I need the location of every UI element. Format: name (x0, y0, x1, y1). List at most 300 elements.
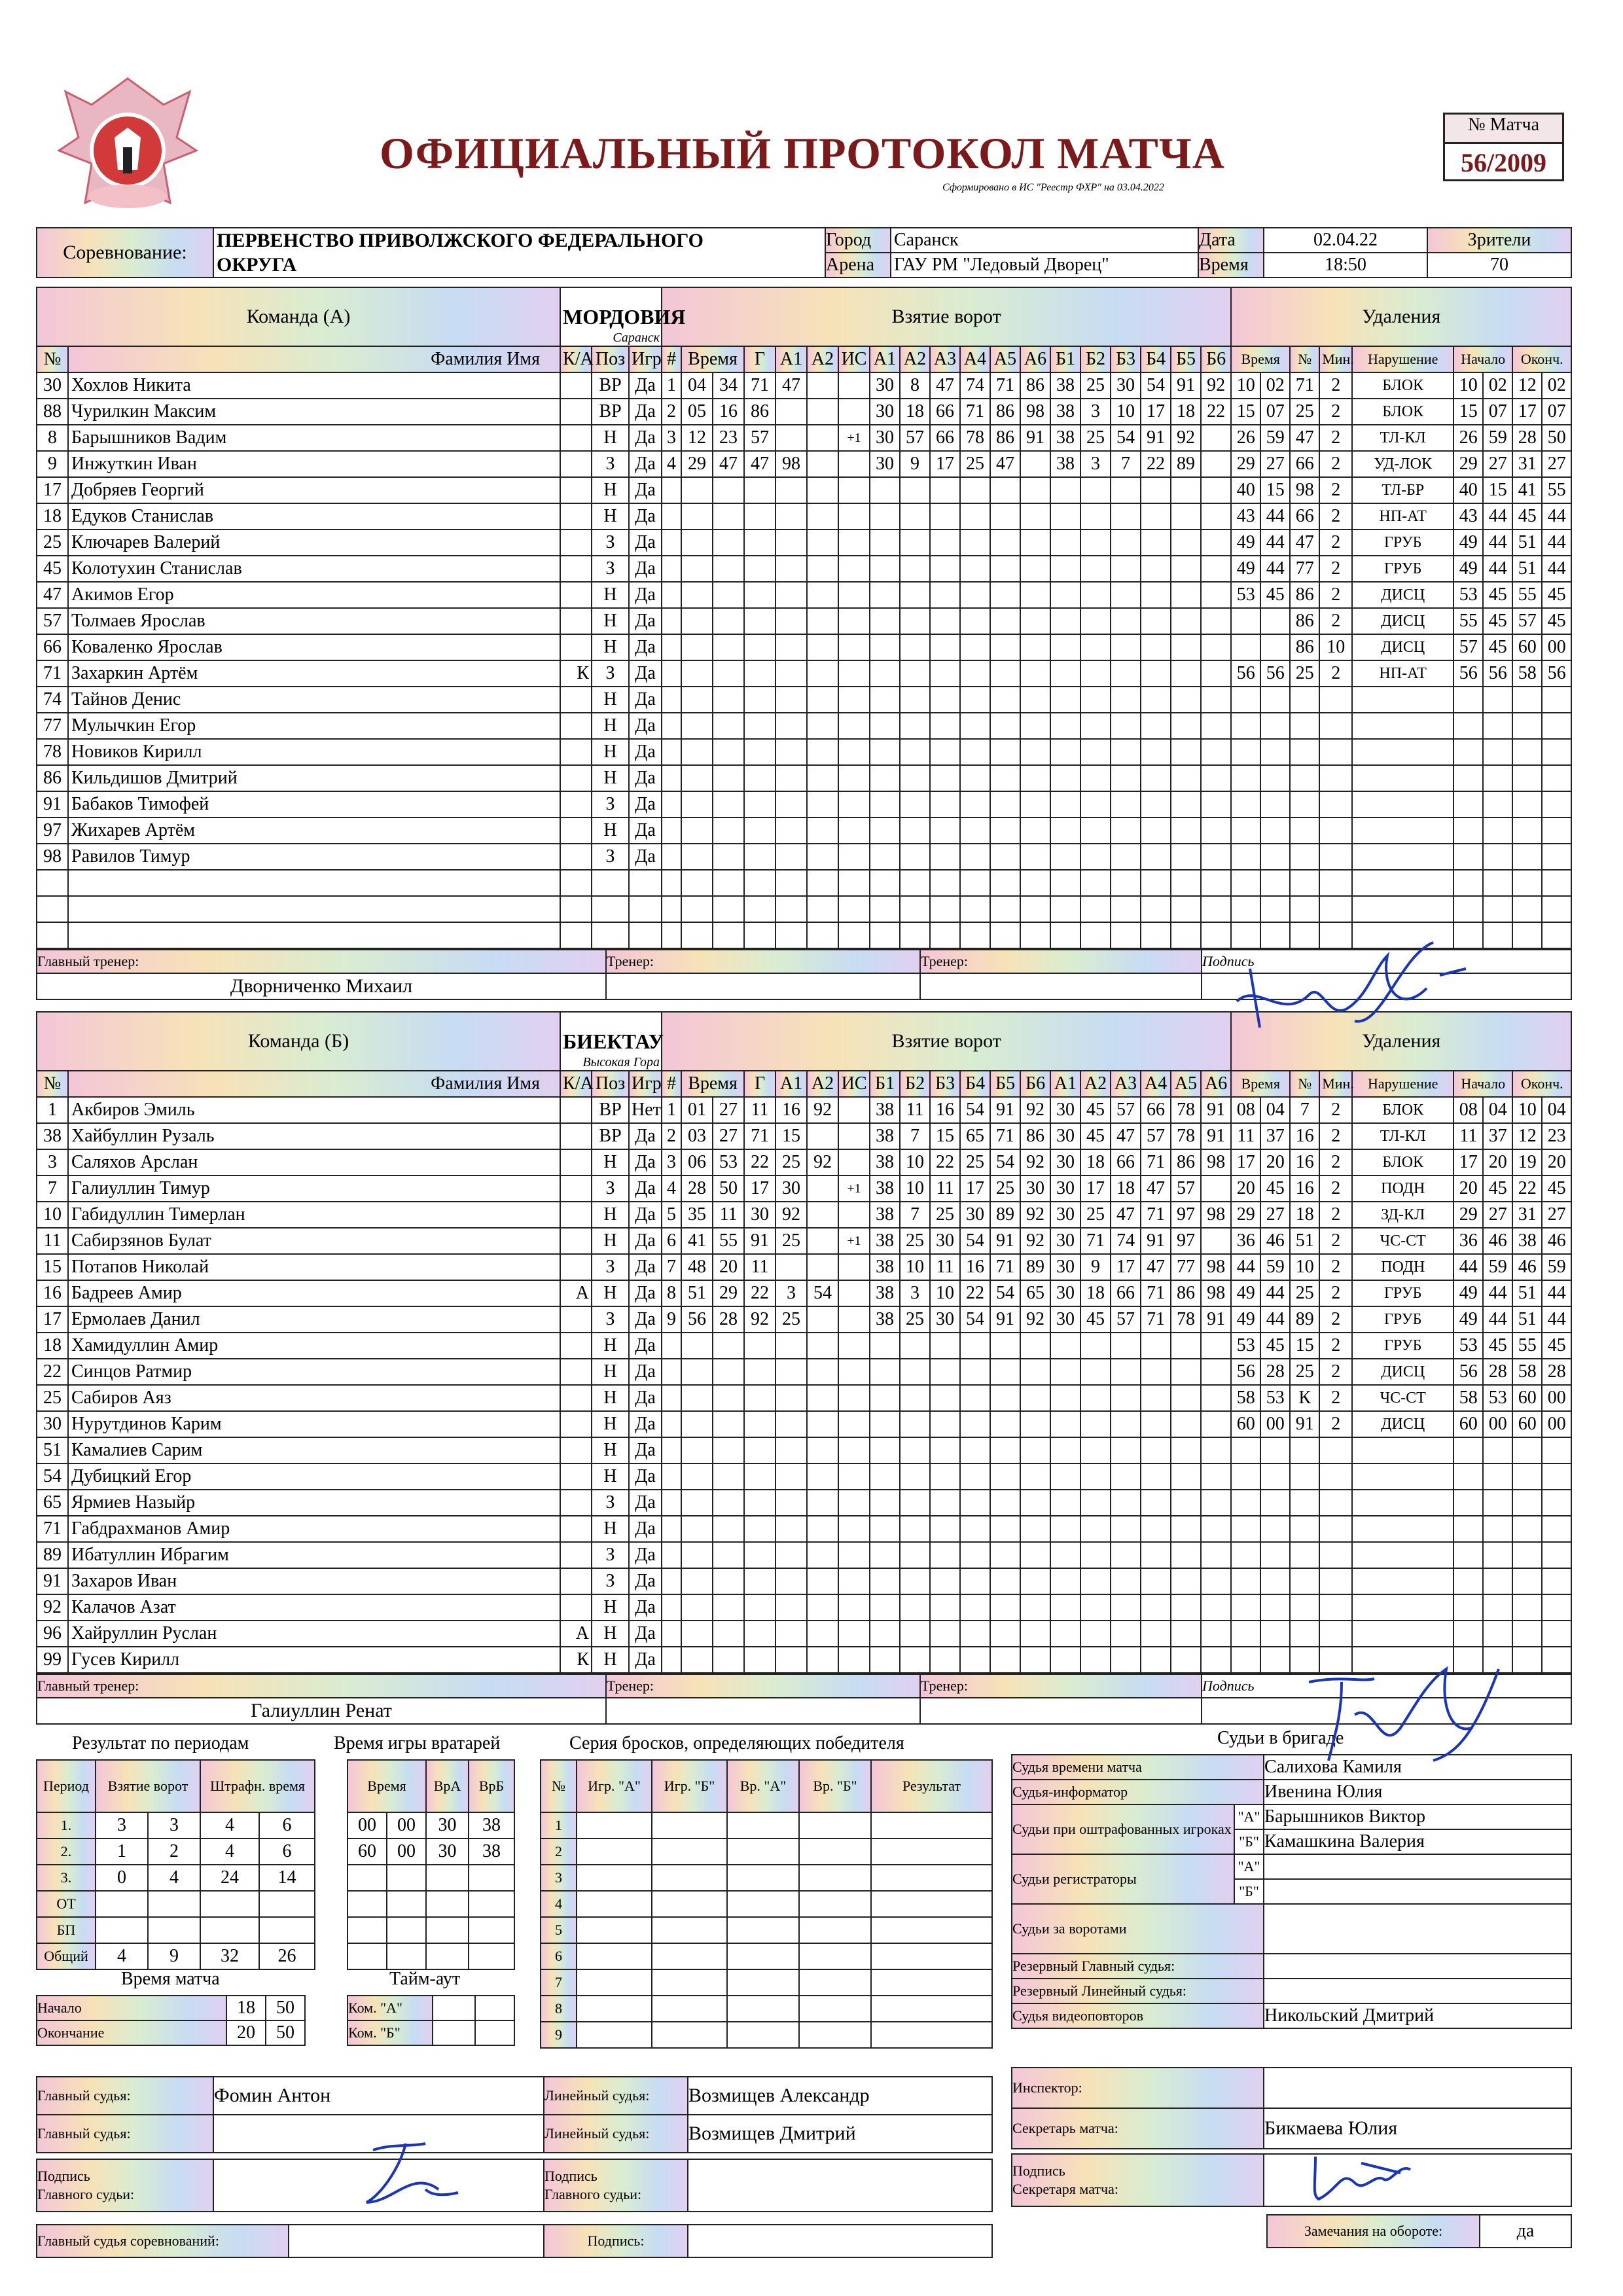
goal-cell (681, 582, 713, 608)
goal-cell: 04 (681, 372, 713, 399)
player-captain (560, 1097, 592, 1123)
goal-cell (960, 739, 990, 765)
team_a-onice-header: А2 (900, 346, 930, 372)
goal-cell (838, 870, 870, 896)
player-position: Н (592, 477, 629, 503)
goal-cell (1080, 582, 1111, 608)
goal-cell (1111, 1621, 1141, 1647)
penalty-cell: 44 (1483, 529, 1512, 556)
goal-cell (1111, 1568, 1141, 1594)
team_a-pen-col-header: Мин. (1319, 346, 1352, 372)
penalty-cell: 50 (1542, 425, 1571, 451)
player-captain (560, 1516, 592, 1542)
goal-cell (1171, 870, 1201, 896)
penalty-cell: 57 (1512, 608, 1542, 634)
goal-cell (713, 1411, 744, 1437)
goal-cell: 86 (1020, 1123, 1050, 1149)
table-row (541, 2022, 992, 2048)
goal-cell (990, 870, 1020, 896)
penalty-cell (1454, 1621, 1483, 1647)
goal-cell (713, 1621, 744, 1647)
goal-cell (990, 1437, 1020, 1463)
player-played (629, 896, 662, 922)
goal-cell (870, 739, 900, 765)
penalty-cell: 31 (1512, 1202, 1542, 1228)
goal-cell (900, 634, 930, 660)
player-captain (560, 372, 592, 399)
team_a-col-header: А1 (776, 346, 807, 372)
player-captain (560, 870, 592, 896)
penalty-cell: 57 (1454, 634, 1483, 660)
goal-cell: 50 (713, 1175, 744, 1202)
goal-cell (960, 1542, 990, 1568)
penalty-cell: 15 (1483, 477, 1512, 503)
goal-cell (1141, 870, 1171, 896)
goalie-cell: 00 (387, 1839, 426, 1865)
goal-cell (870, 1594, 900, 1621)
goal-cell (1111, 660, 1141, 687)
goal-cell: 3 (1080, 399, 1111, 425)
penalty-cell (1352, 1516, 1454, 1542)
goal-cell (1050, 1594, 1080, 1621)
goal-cell: 05 (681, 399, 713, 425)
goal-cell (1111, 1411, 1141, 1437)
penalty-cell (1290, 844, 1319, 870)
player-position: Н (592, 687, 629, 713)
goal-cell (1111, 1542, 1141, 1568)
goal-cell (807, 503, 838, 529)
penalty-cell: ГРУБ (1352, 556, 1454, 582)
goal-cell: 71 (1141, 1149, 1171, 1175)
goal-cell (990, 739, 1020, 765)
player-position: Н (592, 1228, 629, 1254)
goal-cell (960, 660, 990, 687)
timeout-a-label: Ком. "А" (348, 1996, 433, 2020)
goal-cell (681, 529, 713, 556)
goal-cell (960, 765, 990, 791)
goal-cell: 30 (930, 1228, 960, 1254)
goal-cell (776, 425, 807, 451)
goal-cell (713, 634, 744, 660)
penalty-cell: 66 (1290, 503, 1319, 529)
goal-cell (744, 817, 776, 844)
goal-cell (744, 1385, 776, 1411)
goal-cell (1020, 791, 1050, 817)
goal-cell (990, 1647, 1020, 1673)
goal-cell: 17 (744, 1175, 776, 1202)
penalty-cell: 45 (1483, 582, 1512, 608)
goal-cell: 28 (713, 1306, 744, 1333)
penalty-cell (1231, 765, 1260, 791)
penalty-cell: 15 (1260, 477, 1290, 503)
team_b-pen-col-header: Нарушение (1352, 1071, 1454, 1097)
penalty-cell (1483, 1490, 1512, 1516)
goal-cell (870, 1647, 900, 1673)
penalty-cell: 98 (1290, 477, 1319, 503)
penalty-cell: 49 (1454, 1306, 1483, 1333)
player-name: Ярмиев Назыйр (68, 1490, 560, 1516)
goal-cell (870, 1542, 900, 1568)
player-played: Да (629, 1254, 662, 1280)
penalty-cell: 44 (1542, 503, 1571, 529)
goal-cell (960, 713, 990, 739)
inspector-label: Инспектор: (1012, 2068, 1264, 2108)
player-position: Н (592, 1463, 629, 1490)
goal-cell (681, 1411, 713, 1437)
player-number: 99 (37, 1647, 68, 1673)
goal-cell (960, 608, 990, 634)
penalty-cell: 25 (1290, 1359, 1319, 1385)
goal-cell (776, 896, 807, 922)
goal-cell (1141, 477, 1171, 503)
goal-cell (990, 713, 1020, 739)
player-name (68, 896, 560, 922)
penalty-cell (1319, 687, 1352, 713)
goal-cell (1080, 608, 1111, 634)
goal-cell (713, 529, 744, 556)
goal-cell (1141, 844, 1171, 870)
shootout-cell (727, 2022, 799, 2048)
player-position: Н (592, 1437, 629, 1463)
goal-cell: 47 (930, 372, 960, 399)
goal-cell (990, 608, 1020, 634)
penalty-cell: 29 (1454, 1202, 1483, 1228)
goal-cell (900, 529, 930, 556)
penalty-cell: 27 (1260, 451, 1290, 477)
penalty-cell (1231, 817, 1260, 844)
player-played: Да (629, 1621, 662, 1647)
goal-cell (900, 844, 930, 870)
player-number: 38 (37, 1123, 68, 1149)
penalty-cell: 11 (1231, 1123, 1260, 1149)
period-cell: 6 (259, 1812, 315, 1839)
goal-cell: 45 (1080, 1306, 1111, 1333)
penalty-cell (1260, 687, 1290, 713)
goal-cell (744, 1594, 776, 1621)
goal-cell: 22 (1141, 451, 1171, 477)
goal-cell (960, 1568, 990, 1594)
penalty-cell: 2 (1319, 1411, 1352, 1437)
penalty-cell (1231, 1437, 1260, 1463)
goal-cell (1201, 791, 1231, 817)
goal-cell (838, 1542, 870, 1568)
goal-cell: 25 (776, 1228, 807, 1254)
goal-cell (838, 844, 870, 870)
goal-cell (662, 870, 681, 896)
goal-cell (900, 1490, 930, 1516)
goal-cell: 98 (1201, 1149, 1231, 1175)
goal-cell (713, 1437, 744, 1463)
goal-cell (1080, 660, 1111, 687)
player-name: Хайбуллин Рузаль (68, 1123, 560, 1149)
goal-cell (662, 1385, 681, 1411)
table-row (37, 582, 1571, 608)
goal-cell: 25 (960, 1149, 990, 1175)
goal-cell: 4 (662, 1175, 681, 1202)
goalies-title: Время игры вратарей (334, 1733, 501, 1753)
shootout-cell (727, 1812, 799, 1839)
shootout-cell (577, 2022, 652, 2048)
penalty-cell (1454, 1594, 1483, 1621)
penalty-cell: 51 (1290, 1228, 1319, 1254)
periods-table (36, 1759, 315, 1970)
player-captain (560, 896, 592, 922)
penalty-cell: ЗД-КЛ (1352, 1202, 1454, 1228)
goal-cell (662, 765, 681, 791)
penalty-cell: 2 (1319, 399, 1352, 425)
goal-cell (1171, 582, 1201, 608)
player-position: Н (592, 1516, 629, 1542)
penalty-cell (1512, 1490, 1542, 1516)
player-number (37, 870, 68, 896)
team_a-col-header: # (662, 346, 681, 372)
penalty-cell (1483, 765, 1512, 791)
shootout-num: 8 (541, 1996, 577, 2022)
penalty-cell: 2 (1319, 1385, 1352, 1411)
goal-cell (1141, 582, 1171, 608)
main-ref: Фомин Антон (213, 2077, 544, 2115)
goal-cell (1201, 608, 1231, 634)
goal-cell (681, 1594, 713, 1621)
penalty-cell: 43 (1231, 503, 1260, 529)
goal-cell (1171, 1385, 1201, 1411)
goal-cell (713, 817, 744, 844)
penalty-cell: ДИСЦ (1352, 634, 1454, 660)
goal-cell: 54 (990, 1149, 1020, 1175)
goal-cell (930, 1568, 960, 1594)
penalty-cell: 40 (1231, 477, 1260, 503)
main-ref2-label: Главный судья: (37, 2115, 213, 2153)
penalty-cell: 38 (1512, 1228, 1542, 1254)
table-row (37, 896, 1571, 922)
penalty-cell (1512, 870, 1542, 896)
penalty-cell: 45 (1542, 1175, 1571, 1202)
table-row (37, 870, 1571, 896)
penalty-cell (1483, 896, 1512, 922)
period-cell: ОТ (37, 1891, 96, 1917)
penalty-cell (1319, 1621, 1352, 1647)
shootout-cell (652, 1917, 727, 1943)
player-played: Да (629, 503, 662, 529)
penalty-cell: 28 (1512, 425, 1542, 451)
penalty-cell (1512, 1516, 1542, 1542)
goal-cell (900, 1385, 930, 1411)
goal-cell (990, 1411, 1020, 1437)
shootout-cell (871, 1969, 992, 1996)
goal-cell (930, 713, 960, 739)
table-row (541, 1891, 992, 1917)
timekeeper-label: Судья времени матча (1012, 1755, 1264, 1780)
player-played: Да (629, 1306, 662, 1333)
shootout-cell (727, 1865, 799, 1891)
goal-cell (776, 1621, 807, 1647)
timeout-title: Тайм-аут (389, 1969, 461, 1989)
goal-cell (1201, 870, 1231, 896)
goal-cell (662, 1542, 681, 1568)
main-ref-label: Главный судья: (37, 2077, 213, 2115)
goal-cell (1171, 477, 1201, 503)
penalty-cell: 02 (1260, 372, 1290, 399)
goal-cell (807, 1175, 838, 1202)
player-name: Бабаков Тимофей (68, 791, 560, 817)
goal-cell (870, 1621, 900, 1647)
goal-cell (1141, 922, 1171, 948)
penalty-cell (1319, 713, 1352, 739)
penalty-cell: 2 (1319, 1149, 1352, 1175)
goal-cell: 38 (1050, 372, 1080, 399)
penalty-cell: 36 (1454, 1228, 1483, 1254)
period-cell (200, 1891, 259, 1917)
goal-cell (1171, 1411, 1201, 1437)
goal-cell: 38 (870, 1254, 900, 1280)
penalty-cell: ТЛ-КЛ (1352, 425, 1454, 451)
player-number: 54 (37, 1463, 68, 1490)
penalty-cell: 58 (1454, 1385, 1483, 1411)
goalie-cell (348, 1891, 387, 1917)
goalie-cell (469, 1865, 514, 1891)
player-name: Сабирзянов Булат (68, 1228, 560, 1254)
goal-cell (662, 1594, 681, 1621)
goal-cell (1050, 503, 1080, 529)
penalty-cell: 2 (1319, 477, 1352, 503)
goal-cell: 30 (1111, 372, 1141, 399)
goalie-cell (348, 1943, 387, 1969)
goal-cell (662, 660, 681, 687)
sign-main2-field[interactable] (688, 2159, 992, 2212)
goal-cell: 38 (870, 1280, 900, 1306)
shootout-cell (652, 1891, 727, 1917)
penalty-cell: 86 (1290, 582, 1319, 608)
penalty-cell: 59 (1483, 425, 1512, 451)
goal-cell: 54 (807, 1280, 838, 1306)
player-name: Галиуллин Тимур (68, 1175, 560, 1202)
goal-cell (1050, 896, 1080, 922)
goal-cell (681, 608, 713, 634)
goal-cell (744, 1437, 776, 1463)
goal-cell (990, 791, 1020, 817)
goal-cell (1171, 791, 1201, 817)
goal-cell: 91 (1020, 425, 1050, 451)
penalty-cell: 2 (1319, 608, 1352, 634)
goal-cell (960, 1463, 990, 1490)
player-number: 89 (37, 1542, 68, 1568)
table-row (37, 1333, 1571, 1359)
penalty-cell: 86 (1290, 634, 1319, 660)
goal-cell (990, 556, 1020, 582)
goal-cell: 38 (870, 1123, 900, 1149)
goal-cell (1201, 817, 1231, 844)
goal-cell (900, 713, 930, 739)
penalty-cell: 10 (1512, 1097, 1542, 1123)
goal-cell: 91 (1201, 1306, 1231, 1333)
goal-cell (960, 1490, 990, 1516)
goal-cell: 47 (1141, 1254, 1171, 1280)
goal-cell (990, 844, 1020, 870)
goal-cell: 54 (960, 1228, 990, 1254)
table-row (37, 1359, 1571, 1385)
goal-cell: 1 (662, 372, 681, 399)
penalty-cell: 07 (1542, 399, 1571, 425)
penalty-cell: 86 (1290, 608, 1319, 634)
penalty-cell: 53 (1260, 1385, 1290, 1411)
goal-cell (1111, 739, 1141, 765)
goal-cell (1020, 660, 1050, 687)
shootout-cell (727, 1891, 799, 1917)
goal-cell (744, 1647, 776, 1673)
shootout-cell (799, 1865, 871, 1891)
goal-cell (1080, 817, 1111, 844)
goal-cell (1050, 582, 1080, 608)
penalty-cell: 20 (1260, 1149, 1290, 1175)
goal-cell (713, 608, 744, 634)
player-played: Да (629, 1359, 662, 1385)
goal-cell: 92 (1020, 1097, 1050, 1123)
penalty-cell (1512, 765, 1542, 791)
player-captain (560, 922, 592, 948)
goal-cell: 30 (870, 451, 900, 477)
goal-cell: 28 (681, 1175, 713, 1202)
goal-cell (776, 1437, 807, 1463)
player-name: Синцов Ратмир (68, 1359, 560, 1385)
goal-cell (807, 1568, 838, 1594)
team_a-trainer-label-2: Тренер: (920, 950, 1202, 973)
goal-cell (776, 870, 807, 896)
goal-cell: 23 (713, 425, 744, 451)
player-position: Н (592, 634, 629, 660)
goal-cell (662, 817, 681, 844)
penalty-cell (1454, 1437, 1483, 1463)
goal-cell (1020, 582, 1050, 608)
penalty-cell (1352, 687, 1454, 713)
penalty-cell (1319, 1542, 1352, 1568)
goal-cell (870, 582, 900, 608)
penalty-cell: 2 (1319, 1228, 1352, 1254)
period-cell: 26 (259, 1943, 315, 1969)
goal-cell: 5 (662, 1202, 681, 1228)
player-played: Да (629, 451, 662, 477)
penalty-cell: 55 (1512, 1333, 1542, 1359)
penalty-cell: 44 (1260, 503, 1290, 529)
penalty-cell: 56 (1542, 660, 1571, 687)
penalty-cell: 37 (1483, 1123, 1512, 1149)
penalty-cell: 58 (1512, 1359, 1542, 1385)
goal-cell (681, 844, 713, 870)
goal-cell: 71 (1080, 1228, 1111, 1254)
goal-cell (838, 1516, 870, 1542)
team_b-onice-header: Б5 (990, 1071, 1020, 1097)
goal-cell (990, 1490, 1020, 1516)
goal-cell (990, 1359, 1020, 1385)
player-name: Бадреев Амир (68, 1280, 560, 1306)
penalty-cell: 2 (1319, 529, 1352, 556)
goal-cell (900, 870, 930, 896)
goalie-cell: 38 (469, 1812, 514, 1839)
team_a-col-header: Г (744, 346, 776, 372)
goal-cell (662, 634, 681, 660)
goal-cell (838, 687, 870, 713)
penalty-cell: ГРУБ (1352, 1306, 1454, 1333)
goal-cell (1201, 922, 1231, 948)
goal-cell (1141, 556, 1171, 582)
shootout-num: 4 (541, 1891, 577, 1917)
player-position: Н (592, 1594, 629, 1621)
player-captain (560, 713, 592, 739)
goal-cell (1201, 556, 1231, 582)
penalty-cell (1512, 1542, 1542, 1568)
goal-cell (900, 1647, 930, 1673)
goal-cell: 47 (1111, 1123, 1141, 1149)
penalty-cell (1231, 713, 1260, 739)
